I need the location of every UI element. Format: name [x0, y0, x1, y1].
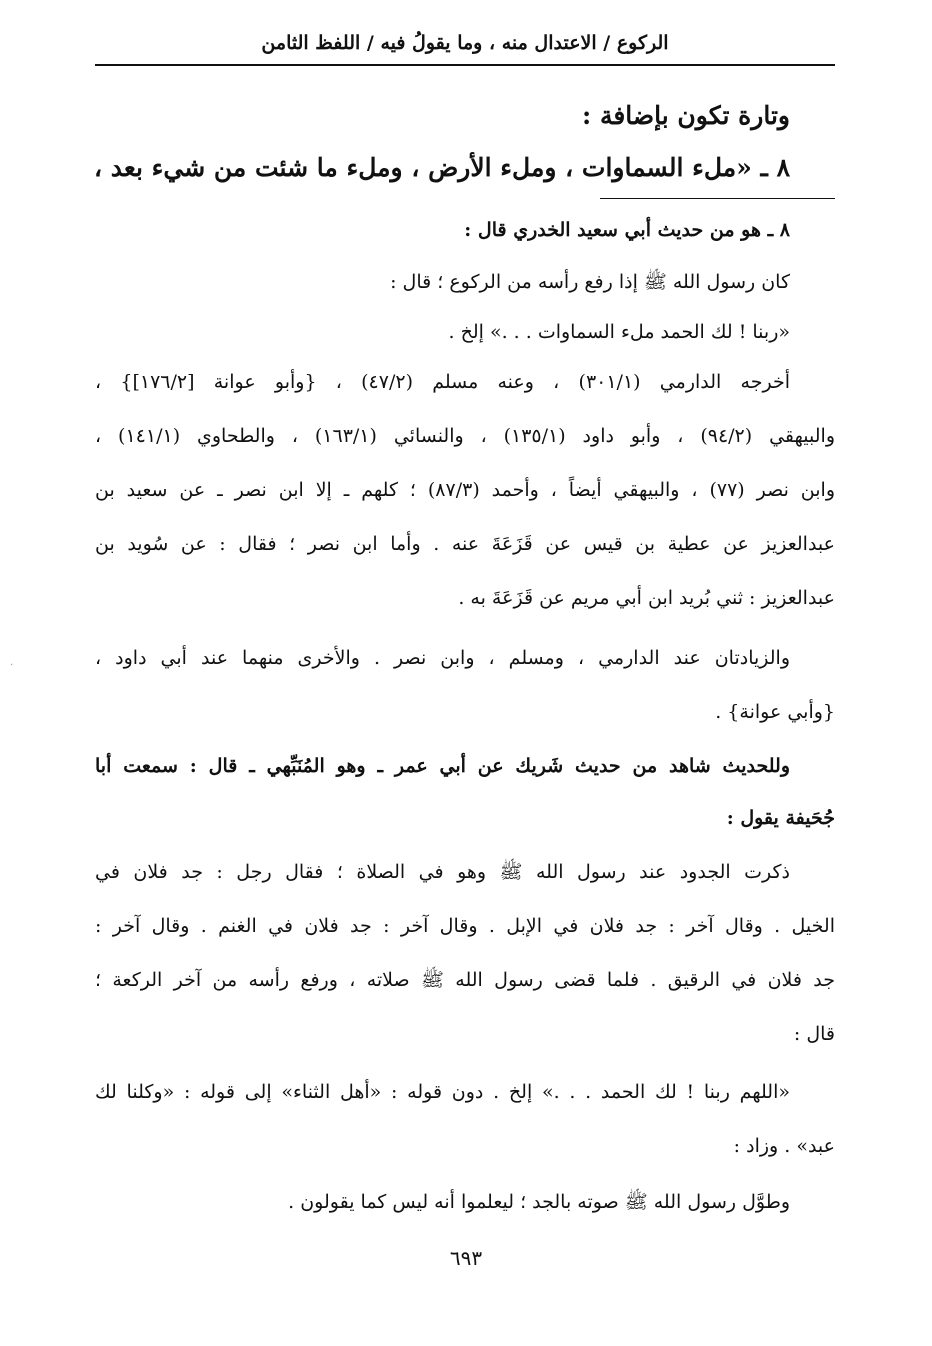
story-line: ذكرت الجدود عند رسول الله ﷺ وهو في الصلاة ؛ فقال رجل : جد فلان في: [95, 861, 790, 883]
shahid-line: وللحديث شاهد من حديث شَريك عن أبي عمر ـ وهو المُنَبِّهي ـ قال : سمعت أبا: [95, 755, 790, 777]
page-number: ٦٩٣: [449, 1246, 483, 1270]
takhrij-line: عبدالعزيز : ثني بُريد ابن أبي مريم عن قَزَعَةَ به .: [458, 587, 835, 609]
hadith-line-2: «ربنا ! لك الحمد ملء السماوات . . .» إلخ .: [448, 321, 790, 343]
dua-line: عبد» . وزاد :: [733, 1135, 835, 1157]
section-heading: ٨ ـ هو من حديث أبي سعيد الخدري قال :: [464, 219, 790, 241]
takhrij-line: وابن نصر (٧٧) ، والبيهقي أيضاً ، وأحمد (٨٧/٣) ؛ كلهم ـ إلا ابن نصر ـ عن سعيد بن: [95, 479, 835, 501]
hadith-line-1: كان رسول الله ﷺ إذا رفع رأسه من الركوع ؛ قال :: [390, 271, 790, 293]
story-line: الخيل . وقال آخر : جد فلان في الإبل . وقال آخر : جد فلان في الغنم . وقال آخر :: [95, 915, 835, 937]
story-line: قال :: [793, 1023, 835, 1045]
ziyadat-line: والزيادتان عند الدارمي ، ومسلم ، وابن نصر . والأخرى منهما عند أبي داود ،: [95, 647, 790, 669]
takhrij-line: والبيهقي (٩٤/٢) ، وأبو داود (١٣٥/١) ، والنسائي (١٦٣/١) ، والطحاوي (١٤١/١) ،: [95, 425, 835, 447]
takhrij-line: أخرجه الدارمي (٣٠١/١) ، وعنه مسلم (٤٧/٢) ، {وأبو عوانة [١٧٦/٢]} ،: [95, 371, 790, 393]
takhrij-line: عبدالعزيز عن عطية بن قيس عن قَزَعَةَ عنه . وأما ابن نصر ؛ فقال : عن سُويد بن: [95, 533, 835, 555]
intro-line: وتارة تكون بإضافة :: [582, 101, 790, 130]
story-line: جد فلان في الرقيق . فلما قضى رسول الله ﷺ صلاته ، ورفع رأسه من آخر الركعة ؛: [95, 969, 835, 991]
closing-line: وطوَّل رسول الله ﷺ صوته بالجد ؛ ليعلموا أنه ليس كما يقولون .: [288, 1191, 790, 1213]
ziyadat-line: {وأبي عوانة} .: [715, 701, 835, 723]
dua-line: «اللهم ربنا ! لك الحمد . . .» إلخ . دون قوله : «أهل الثناء» إلى قوله : «وكلنا لك: [95, 1081, 790, 1103]
form-8-text: ٨ ـ «ملء السماوات ، وملء الأرض ، وملء ما شئت من شيء بعد ،: [94, 153, 790, 182]
running-header: الركوع / الاعتدال منه ، وما يقولُ فيه / اللفظ الثامن: [95, 28, 835, 66]
scan-dot: ·: [10, 660, 14, 671]
page-content: [95, 28, 835, 1219]
shahid-line: جُحَيفة يقول :: [726, 807, 835, 829]
